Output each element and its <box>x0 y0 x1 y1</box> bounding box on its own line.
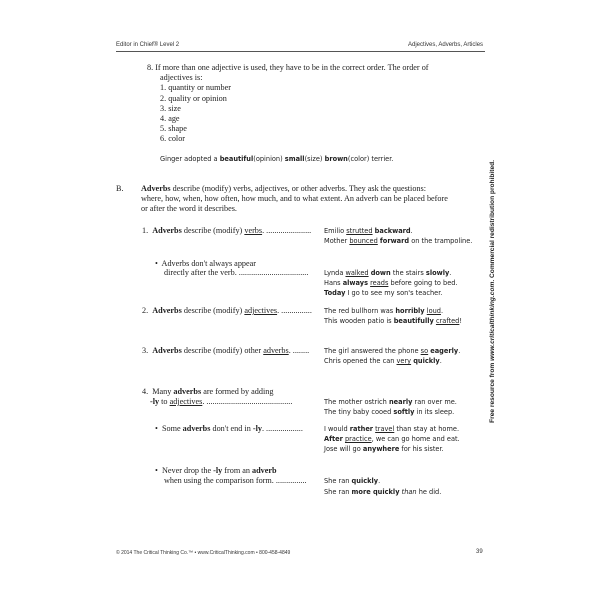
rule1b-example3: Today I go to see my son's teacher. <box>324 289 443 297</box>
rule2-example1: The red bullhorn was horribly loud. <box>324 307 444 315</box>
section-b-intro-line3: or after the word it describes. <box>141 204 237 213</box>
order-item: 4. age <box>160 114 180 123</box>
header-rule <box>116 51 485 52</box>
rule8-example: Ginger adopted a beautiful(opinion) small(size) brown(color) terrier. <box>160 155 394 163</box>
rule4-bullet2-line2: when using the comparison form. ............... <box>164 476 307 485</box>
rule4-line2: -ly to adjectives. .......................................... <box>150 397 293 406</box>
rule4b-example1: I would rather travel than stay at home. <box>324 425 460 433</box>
rule3-example1: The girl answered the phone so eagerly. <box>324 347 461 355</box>
rule4-bullet2-line1: • Never drop the -ly from an adverb <box>155 466 277 475</box>
side-copyright-note <box>489 160 496 423</box>
footer-copyright: © 2014 The Critical Thinking Co.™ • www.CriticalThinking.com • 800-458-4849 <box>116 550 291 556</box>
order-item: 5. shape <box>160 124 187 133</box>
side-note-prefix: Free resource from <box>489 360 496 423</box>
rule4c-example1: She ran quickly. <box>324 477 381 485</box>
rule1-example2: Mother bounced forward on the trampoline. <box>324 237 473 245</box>
rule4b-example2: After practice, we can go home and eat. <box>324 435 460 443</box>
rule1-bullet-line2: directly after the verb. .................................. <box>164 268 309 277</box>
page-number: 39 <box>476 549 483 555</box>
side-note-suffix: . Commercial redistribution prohibited. <box>489 160 496 282</box>
bullet-icon: • <box>155 259 158 268</box>
order-item: 1. quantity or number <box>160 83 231 92</box>
rule4b-example3: Jose will go anywhere for his sister. <box>324 445 444 453</box>
rule2-example2: This wooden patio is beautifully crafted! <box>324 317 463 325</box>
rule1-bullet-line1: • Adverbs don't always appear <box>155 259 256 268</box>
order-item: 2. quality or opinion <box>160 94 227 103</box>
rule1b-example1: Lynda walked down the stairs slowly. <box>324 269 452 277</box>
rule4c-example2: She ran more quickly than he did. <box>324 488 442 496</box>
rule3-text: 3. Adverbs describe (modify) other adverbs. ........ <box>142 346 310 355</box>
section-b-intro-line1: Adverbs describe (modify) verbs, adjectives, or other adverbs. They ask the questions: <box>141 184 426 193</box>
order-item: 6. color <box>160 134 186 143</box>
bullet-icon: • <box>155 424 158 433</box>
rule8-line1: 8. If more than one adjective is used, they have to be in the correct order. The order of <box>147 63 429 72</box>
rule2-text: 2. Adverbs describe (modify) adjectives. ............... <box>142 306 312 315</box>
rule4-bullet1: • Some adverbs don't end in -ly. .................. <box>155 424 303 433</box>
section-b-letter: B. <box>116 184 124 193</box>
rule1-text: 1. Adverbs describe (modify) verbs. ...................... <box>142 226 312 235</box>
header-topic: Adjectives, Adverbs, Articles <box>408 42 484 48</box>
section-b-intro-line2: where, how, when, how often, how much, and to what extent. An adverb can be placed before <box>141 194 448 203</box>
rule1b-example2: Hans always reads before going to bed. <box>324 279 458 287</box>
rule8-line2: adjectives is: <box>160 73 203 82</box>
header-book-title: Editor in Chief® Level 2 <box>116 42 180 48</box>
side-note-site: www.criticalthinking.com <box>489 281 496 361</box>
bullet-icon: • <box>155 466 158 475</box>
rule4-line1: 4. Many adverbs are formed by adding <box>142 387 274 396</box>
rule4-example2: The tiny baby cooed softly in its sleep. <box>324 408 455 416</box>
order-item: 3. size <box>160 104 181 113</box>
rule3-example2: Chris opened the can very quickly. <box>324 357 442 365</box>
rule4-example1: The mother ostrich nearly ran over me. <box>324 398 457 406</box>
rule1-example1: Emilio strutted backward. <box>324 227 413 235</box>
